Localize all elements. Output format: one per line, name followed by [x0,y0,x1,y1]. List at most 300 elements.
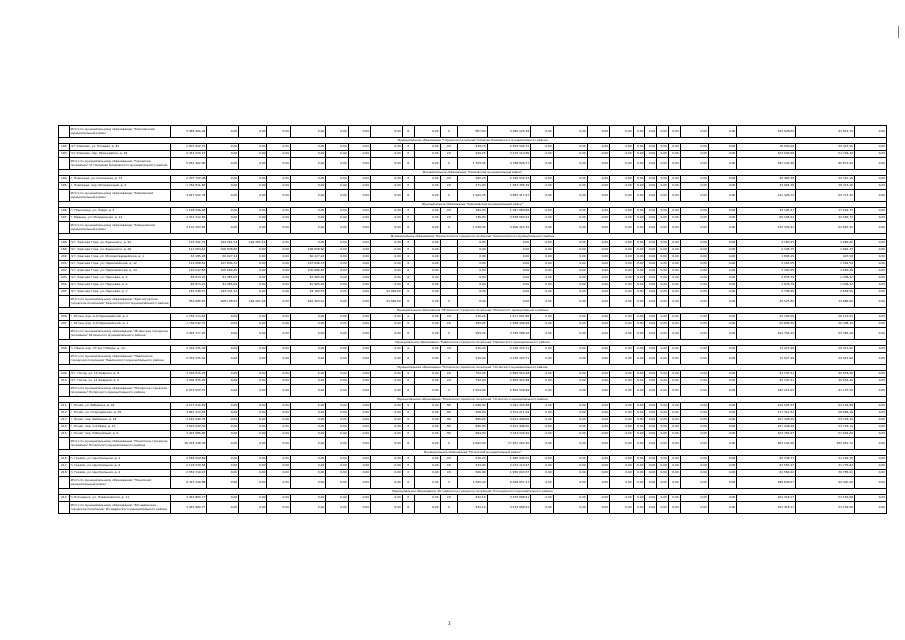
table-row [59,144,887,151]
value-cell: 0,00 [326,470,348,477]
address-cell: г. Почеп, пер. Бабакина, д. 18 [69,417,170,424]
value-cell: 0,00 [207,321,239,328]
value-cell: 0,00 [645,495,657,502]
subtotal-row [59,385,887,397]
value-cell: 0,00 [645,417,657,424]
table-row [59,470,887,477]
value-cell: 73 027,99 [737,346,796,353]
value-cell: 0,00 [855,268,887,275]
value-cell: 0,00 [708,321,736,328]
address-cell: г. Почеп, пер. Юбилейный, д. 6 [69,431,170,438]
value-cell: 0,00 [414,240,440,247]
value-cell: 0,00 [553,438,587,450]
value-cell: 0,00 [587,378,609,385]
value-cell: 0,00 [239,261,267,268]
value-cell: 0,00 [708,268,736,275]
value-cell: 0,00 [855,208,887,215]
value-cell: 0,00 [680,403,708,410]
value-cell: 0,00 [371,126,403,138]
value-cell: 0,00 [708,438,736,450]
address-cell: пгт. Красная Гора, ул. Молодогвардейская, д. 1 [69,254,170,261]
value-cell: 0,00 [239,456,267,463]
value-cell: 0,00 [587,385,609,397]
value-cell: 0,00 [680,158,708,170]
value-cell: 0,00 [633,183,645,190]
table-row [59,410,887,417]
row-number-cell: 206 [59,314,70,321]
value-cell: 0,00 [610,346,634,353]
value-cell: 0,00 [587,403,609,410]
value-cell: 0,00 [633,275,645,282]
value-cell: 91 107,51 [737,371,796,378]
value-cell: 0,00 [531,353,553,365]
subtotal-row [59,158,887,170]
value-cell: 0,00 [290,470,325,477]
value-cell: 0,00 [657,314,669,321]
value-cell: 0,00 [414,261,440,268]
value-cell: 0,00 [610,151,634,158]
value-cell: 0,00 [207,403,239,410]
subtotal-row [59,477,887,489]
value-cell: 0,00 [855,158,887,170]
value-cell: 0,00 [668,275,680,282]
value-cell: 0,00 [645,477,657,489]
value-cell: 0,00 [290,477,325,489]
value-cell: 2 207 750,98 [170,176,207,183]
value-cell: 0 [402,254,414,261]
value-cell: 0 [402,495,414,502]
value-cell: 0,00 [348,222,370,234]
value-cell: 0,00 [708,502,736,514]
value-cell: 117 312,32 [737,410,796,417]
section-title: Муниципальное образование "Почепский муниципальный район" [59,450,887,456]
value-cell: 0,00 [553,268,587,275]
value-cell: 4 047 552,78 [170,190,207,202]
value-cell: 0,00 [290,403,325,410]
value-cell: 0,00 [855,410,887,417]
value-cell: СК [440,346,458,353]
value-cell: 3 701 211,64 [487,410,531,417]
value-cell: 0,00 [326,240,348,247]
value-cell: 0,00 [239,328,267,340]
value-cell: 107 448,26 [737,424,796,431]
table-row [59,268,887,275]
value-cell: 91 107,51 [737,378,796,385]
value-cell: 0,00 [708,346,736,353]
value-cell: СК [440,208,458,215]
value-cell: 0,00 [633,158,645,170]
value-cell: X [440,296,458,308]
value-cell: 0 [402,126,414,138]
value-cell: 0,00 [657,275,669,282]
value-cell: 0,00 [239,151,267,158]
row-number-cell [59,438,70,450]
value-cell: 0,00 [487,289,531,296]
value-cell: 53 724,14 [796,424,855,431]
row-number-cell: 182 [59,144,70,151]
value-cell: 164 261,24 [207,240,239,247]
value-cell: 0,00 [348,215,370,222]
value-cell: 0,00 [531,502,553,514]
value-cell: 29 575,82 [737,296,796,308]
value-cell: 0,00 [239,477,267,489]
value-cell: 0,00 [267,289,291,296]
value-cell: 107 846,72 [207,261,239,268]
value-cell: 0,00 [290,314,325,321]
value-cell: 0,00 [326,321,348,328]
value-cell: 0,00 [267,240,291,247]
value-cell: 0,00 [708,151,736,158]
value-cell: 0,00 [645,208,657,215]
value-cell: 0,00 [326,296,348,308]
value-cell: 0,00 [855,222,887,234]
value-cell: 0,00 [668,417,680,424]
value-cell: 0,00 [645,502,657,514]
table-row [59,247,887,254]
value-cell: 0,00 [610,328,634,340]
value-cell: 0,00 [531,261,553,268]
value-cell: 0,00 [267,353,291,365]
value-cell: 0,00 [553,502,587,514]
value-cell: 2 607 932,72 [170,144,207,151]
value-cell: 0,00 [645,190,657,202]
value-cell: 188 840,57 [737,477,796,489]
value-cell: 0,00 [239,403,267,410]
value-cell: 107 846,72 [290,261,325,268]
value-cell: 483,00 [458,321,487,328]
value-cell: 0,00 [610,282,634,289]
value-cell: 0,00 [587,254,609,261]
value-cell: 0,00 [458,275,487,282]
value-cell: 0,00 [207,144,239,151]
value-cell: 0,00 [587,240,609,247]
address-cell: Итого по муниципальному образованию "Климовский муниципальный район" [69,190,170,202]
value-cell: 0,00 [487,240,531,247]
value-cell: 920,25 [458,151,487,158]
value-cell: 0,00 [657,353,669,365]
value-cell: 63 185,98 [170,254,207,261]
value-cell: 0,00 [414,353,440,365]
address-cell: Итого по муниципальному образованию "Красногорское городское поселение" Красногорского муниципального района [69,296,170,308]
value-cell: 0,00 [855,247,887,254]
value-cell: 0,00 [680,254,708,261]
section-title: Муниципальное образование "Рогнединское городское поселение" Рогнединского муниципального района [59,489,887,495]
value-cell: 0,00 [290,328,325,340]
value-cell: 0,00 [239,417,267,424]
value-cell: 0,00 [371,240,403,247]
address-cell: пгт. Красная Гора, ул. Буденного, д. 28 [69,247,170,254]
value-cell: 181 342,98 [737,158,796,170]
value-cell: 0,00 [657,502,669,514]
value-cell: 0,00 [531,410,553,417]
value-cell: СК [440,463,458,470]
value-cell: 29 013,66 [796,353,855,365]
value-cell: 0,00 [207,151,239,158]
value-cell: 0,00 [610,353,634,365]
value-cell: 0,00 [633,190,645,202]
value-cell: 0,00 [668,353,680,365]
value-cell: 0,00 [414,424,440,431]
value-cell: 0,00 [633,477,645,489]
value-cell: 0,00 [657,424,669,431]
value-cell: 0,00 [531,438,553,450]
value-cell: 0,00 [290,126,325,138]
value-cell: 0,00 [657,470,669,477]
value-cell: 0,00 [587,502,609,514]
row-number-cell [59,385,70,397]
value-cell: 0,00 [290,346,325,353]
value-cell: 0,00 [633,176,645,183]
value-cell: 0,00 [668,190,680,202]
value-cell: 832,10 [458,502,487,514]
address-cell: г. Медынь, ул. Молодежная, д. 12 [69,215,170,222]
value-cell: 0,00 [645,268,657,275]
value-cell: 29 013,66 [796,346,855,353]
value-cell: 1 592,54 [796,261,855,268]
value-cell: 0,00 [855,190,887,202]
value-cell: 0,00 [708,353,736,365]
value-cell: 0,00 [668,385,680,397]
value-cell: 0,00 [371,346,403,353]
value-cell: 0,00 [207,410,239,417]
value-cell: 0,00 [348,502,370,514]
value-cell: 0,00 [668,215,680,222]
value-cell: 0 [402,151,414,158]
value-cell: 0,00 [610,126,634,138]
value-cell: 0,00 [633,346,645,353]
value-cell: 0,00 [645,371,657,378]
value-cell: 0,00 [239,215,267,222]
value-cell: 0,00 [371,353,403,365]
value-cell: 0 [402,208,414,215]
value-cell: 0,00 [290,463,325,470]
value-cell: 0,00 [657,296,669,308]
value-cell: 0,00 [645,403,657,410]
value-cell: 0,00 [553,275,587,282]
value-cell: 0,00 [267,126,291,138]
value-cell: 0,00 [371,424,403,431]
table-row [59,254,887,261]
value-cell: 0,00 [531,158,553,170]
value-cell: 0 [402,158,414,170]
value-cell: 0,00 [633,126,645,138]
value-cell: 0,00 [371,477,403,489]
value-cell: X [440,328,458,340]
value-cell: 0,00 [239,208,267,215]
value-cell: 0,00 [855,502,887,514]
table-row [59,261,887,268]
row-number-cell: 186 [59,208,70,215]
value-cell: 108 838,60 [290,247,325,254]
value-cell: 181 548,75 [170,289,207,296]
value-cell: 0,00 [414,222,440,234]
value-cell: 2 659,55 [796,289,855,296]
value-cell: 0,00 [348,424,370,431]
value-cell: 0,00 [267,261,291,268]
value-cell: 105 686,65 [290,268,325,275]
value-cell: 2 334 235,36 [170,353,207,365]
value-cell: 0,00 [657,431,669,438]
value-cell: 3 336 088,16 [487,328,531,340]
value-cell: 0,00 [610,456,634,463]
address-cell: Итого по муниципальному образованию "Клинцовский муниципальный район" [69,222,170,234]
value-cell: 26 151,03 [796,314,855,321]
section-title: Муниципальное образование "Навлинское городское поселение" Навлинского муниципального района [59,340,887,346]
value-cell: 0,00 [708,477,736,489]
value-cell: 0,00 [645,385,657,397]
value-cell: 0,00 [371,222,403,234]
value-cell: 0,00 [239,424,267,431]
value-cell: 34 341,19 [796,176,855,183]
value-cell: 1 895,19 [737,254,796,261]
value-cell: 0,00 [657,158,669,170]
value-cell: 3 080,62 [796,240,855,247]
value-cell: 2 084 659,84 [170,456,207,463]
value-cell: 0,00 [645,240,657,247]
value-cell: 2 226 193,71 [487,346,531,353]
value-cell: 3 421 496,00 [487,417,531,424]
value-cell: 0,00 [633,296,645,308]
value-cell: 0,00 [326,183,348,190]
value-cell: 3 165,05 [737,261,796,268]
value-cell: 3 036 935,20 [170,378,207,385]
address-cell: п. Гремяч, ул. Центральная, д. 2 [69,456,170,463]
value-cell: 0,00 [645,275,657,282]
value-cell: 73 027,99 [737,353,796,365]
value-cell: 0,00 [239,371,267,378]
value-cell: 0,00 [610,477,634,489]
table-row [59,371,887,378]
value-cell: 0,00 [645,282,657,289]
value-cell: 0,00 [371,254,403,261]
value-cell: 0,00 [326,289,348,296]
value-cell: 0,00 [645,321,657,328]
value-cell: 0,00 [531,176,553,183]
value-cell: 0,00 [657,417,669,424]
value-cell: 0,00 [371,378,403,385]
value-cell: 0,00 [348,261,370,268]
value-cell: 0,00 [290,431,325,438]
value-cell: 0,00 [610,275,634,282]
subtotal-row [59,190,887,202]
value-cell: X [440,438,458,450]
value-cell: 3 085 226,18 [487,126,531,138]
value-cell: 0,00 [326,282,348,289]
value-cell: 0,00 [267,144,291,151]
value-cell: 2 972 312,65 [170,215,207,222]
value-cell: 0,00 [326,208,348,215]
value-cell: СК [440,183,458,190]
value-cell: 0,00 [855,328,887,340]
value-cell: 0,00 [290,208,325,215]
value-cell: 0,00 [633,495,645,502]
value-cell [440,261,458,268]
value-cell: 34 046,60 [371,296,403,308]
value-cell: 31 776,63 [796,463,855,470]
value-cell: 0,00 [267,328,291,340]
value-cell: 0,00 [610,183,634,190]
value-cell: 0,00 [348,495,370,502]
value-cell: 2 895 954,48 [487,371,531,378]
value-cell: 0,00 [348,126,370,138]
value-cell: 0,00 [708,261,736,268]
value-cell: 0,00 [414,456,440,463]
value-cell: 0,00 [680,456,708,463]
value-cell: 0,00 [657,410,669,417]
value-cell: 0,00 [348,240,370,247]
address-cell: г. Мглин, пер. 2-й Первомайский, д. 1 [69,321,170,328]
value-cell: 0,00 [207,424,239,431]
value-cell: 0,00 [414,215,440,222]
value-cell: 0,00 [587,222,609,234]
value-cell: 0,00 [633,261,645,268]
value-cell: 0,00 [610,314,634,321]
value-cell: 0 [402,463,414,470]
value-cell: 0,00 [708,247,736,254]
value-cell: 0,00 [855,424,887,431]
value-cell: 0,00 [414,247,440,254]
value-cell: 0,00 [326,314,348,321]
value-cell: 0,00 [414,410,440,417]
value-cell: 0,00 [553,495,587,502]
value-cell: 476,20 [458,314,487,321]
row-number-cell: 202 [59,268,70,275]
value-cell: 0,00 [531,208,553,215]
value-cell: 0,00 [326,144,348,151]
value-cell: 0,00 [414,268,440,275]
value-cell: 0,00 [267,495,291,502]
value-cell: 0,00 [680,126,708,138]
value-cell: 0,00 [326,417,348,424]
value-cell: 0,00 [348,353,370,365]
value-cell: 3 706,69 [737,289,796,296]
value-cell: 0,00 [645,222,657,234]
value-cell: 0,00 [610,424,634,431]
row-number-cell [59,477,70,489]
value-cell: 0,00 [326,261,348,268]
value-cell: 0,00 [553,158,587,170]
value-cell: ПК [440,424,458,431]
value-cell: 0,00 [326,371,348,378]
value-cell: 3 591 090,78 [170,417,207,424]
value-cell: 947,59 [796,254,855,261]
value-cell: 0,00 [668,314,680,321]
value-cell: 0,00 [657,261,669,268]
value-cell: 0,00 [414,378,440,385]
value-cell: 0,00 [553,261,587,268]
row-number-cell: 187 [59,215,70,222]
value-cell: 0,00 [458,296,487,308]
value-cell: 0,00 [207,417,239,424]
value-cell: 0,00 [610,144,634,151]
value-cell: 0,00 [458,289,487,296]
address-cell: п. Рогнедино, ул. Первомайская, д. 11 [69,495,170,502]
value-cell: 0,00 [414,385,440,397]
value-cell: 0,00 [553,328,587,340]
value-cell: 0,00 [668,268,680,275]
value-cell: 890,00 [458,424,487,431]
value-cell: 0 [402,275,414,282]
value-cell: 0,00 [668,403,680,410]
table-row [59,495,887,502]
value-cell: 0,00 [487,254,531,261]
value-cell: 52 896,39 [737,321,796,328]
subtotal-row [59,222,887,234]
value-cell: 0 [402,282,414,289]
value-cell: 0,00 [239,275,267,282]
value-cell: 0,00 [855,371,887,378]
value-cell: 0,00 [239,254,267,261]
